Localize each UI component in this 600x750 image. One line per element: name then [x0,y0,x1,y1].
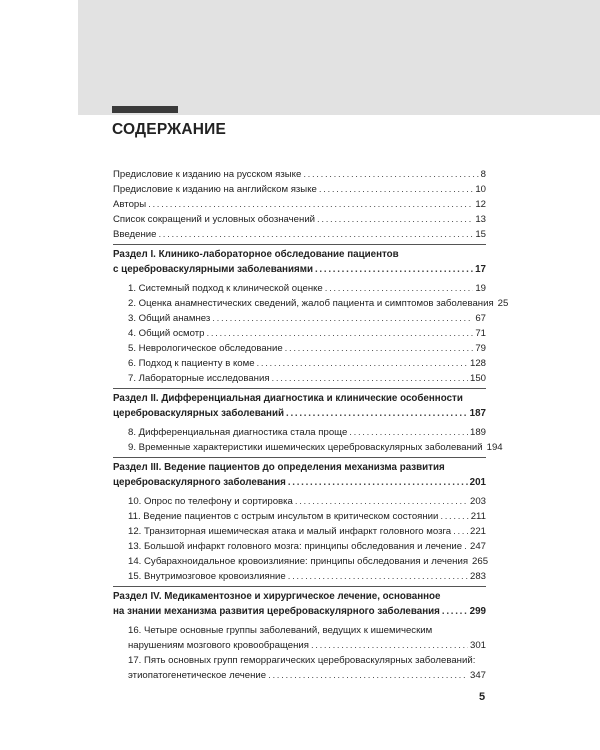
toc-entry-chapter-9[interactable] [113,440,503,455]
toc-entry-chapter-7[interactable] [113,371,486,386]
section-divider [113,388,486,389]
leader-dots [288,569,468,584]
leader-dots [212,311,473,326]
toc-entry-page: 8 [480,169,486,180]
toc-entry-page: 67 [475,313,486,324]
leader-dots [206,326,473,341]
table-of-contents [113,167,509,683]
toc-entry-chapter-10[interactable] [113,494,486,509]
toc-entry-label: 15. Внутримозговое кровоизлияние [128,571,286,582]
toc-entry-label: Авторы [113,199,147,210]
toc-entry-label: цереброваскулярных заболеваний [113,408,285,419]
leader-dots [311,638,468,653]
section-1-title-line1[interactable]: Раздел I. Клинико-лабораторное обследование пациентов [113,249,399,260]
leader-dots [158,227,473,242]
toc-entry-label: 12. Транзиторная ишемическая атака и малый инфаркт головного мозга [128,526,452,537]
toc-entry-label: 5. Неврологическое обследование [128,343,283,354]
section-divider [113,244,486,245]
leader-dots [453,524,468,539]
toc-entry-page: 15 [475,229,486,240]
toc-entry-abbreviations[interactable] [113,212,486,227]
toc-entry-chapter-4[interactable] [113,326,486,341]
leader-dots [148,197,473,212]
leader-dots [288,475,468,490]
toc-entry-chapter-2[interactable] [113,296,509,311]
toc-entry-label: 11. Ведение пациентов с острым инсультом в критическом состоянии [128,511,439,522]
toc-entry-preface-en[interactable] [113,182,486,197]
toc-entry-page: 299 [469,606,486,617]
section-3-title-line1[interactable]: Раздел III. Ведение пациентов до определения механизма развития [113,462,445,473]
leader-dots [268,668,468,683]
leader-dots [317,212,473,227]
toc-entry-page: 189 [469,427,486,438]
toc-entry-page: 211 [470,511,486,522]
toc-entry-label: 4. Общий осмотр [128,328,205,339]
toc-entry-label: 10. Опрос по телефону и сортировка [128,496,293,507]
toc-entry-chapter-16-line1[interactable]: 16. Четыре основные группы заболеваний, ведущих к ишемическим [128,625,433,636]
leader-dots [303,167,478,182]
leader-dots [442,604,468,619]
toc-entry-label: этиопатогенетическое лечение [128,670,267,681]
section-divider [113,586,486,587]
toc-entry-page: 79 [475,343,486,354]
section-2-title-line1[interactable]: Раздел II. Дифференциальная диагностика и клинические особенности [113,393,463,404]
toc-entry-page: 247 [469,541,486,552]
section-1-title-line2[interactable] [113,262,486,277]
toc-entry-label: 9. Временные характеристики ишемических цереброваскулярных заболеваний [128,442,483,453]
toc-entry-page: 10 [475,184,486,195]
page-title: СОДЕРЖАНИЕ [112,121,227,138]
toc-entry-page: 12 [475,199,486,210]
toc-entry-chapter-5[interactable] [113,341,486,356]
toc-entry-page: 283 [469,571,486,582]
toc-entry-page: 347 [469,670,486,681]
toc-entry-label: 14. Субарахноидальное кровоизлияние: принципы обследования и лечения [128,556,469,567]
toc-entry-page: 201 [469,477,486,488]
section-2-title-line2[interactable] [113,406,486,421]
toc-entry-chapter-8[interactable] [113,425,486,440]
toc-entry-introduction[interactable] [113,227,486,242]
toc-entry-label: 6. Подход к пациенту в коме [128,358,255,369]
toc-entry-page: 71 [475,328,486,339]
toc-entry-page: 17 [475,264,486,275]
toc-entry-label: 8. Дифференциальная диагностика стала проще [128,427,348,438]
header-band [78,0,600,115]
toc-entry-preface-ru[interactable] [113,167,486,182]
toc-entry-page: 187 [469,408,486,419]
toc-entry-label: 2. Оценка анамнестических сведений, жалоб пациента и симптомов заболевания [128,298,494,309]
title-accent-bar [112,106,178,113]
leader-dots [257,356,468,371]
toc-entry-chapter-6[interactable] [113,356,486,371]
toc-entry-label: Предисловие к изданию на русском языке [113,169,302,180]
leader-dots [319,182,473,197]
toc-entry-chapter-17-line1[interactable]: 17. Пять основных групп геморрагических цереброваскулярных заболеваний: [128,655,476,666]
leader-dots [349,425,468,440]
toc-entry-page: 221 [469,526,486,537]
toc-entry-label: Список сокращений и условных обозначений [113,214,316,225]
toc-entry-chapter-3[interactable] [113,311,486,326]
section-4-title-line1[interactable]: Раздел IV. Медикаментозное и хирургическое лечение, основанное [113,591,441,602]
leader-dots [325,281,474,296]
leader-dots [272,371,468,386]
toc-entry-label: с цереброваскулярными заболеваниями [113,264,313,275]
toc-entry-chapter-11[interactable] [113,509,486,524]
toc-entry-page: 301 [469,640,486,651]
toc-entry-page: 150 [469,373,486,384]
section-4-title-line2[interactable] [113,604,486,619]
toc-entry-chapter-14[interactable] [113,554,489,569]
page-number: 5 [479,691,486,703]
leader-dots [295,494,468,509]
leader-dots [464,539,468,554]
section-divider [113,457,486,458]
toc-entry-page: 13 [475,214,486,225]
toc-entry-chapter-13[interactable] [113,539,486,554]
toc-entry-label: Предисловие к изданию на английском языке [113,184,317,195]
leader-dots [440,509,468,524]
toc-entry-page: 25 [497,298,509,309]
toc-entry-chapter-16-line2[interactable] [113,638,486,653]
toc-entry-label: 1. Системный подход к клинической оценке [128,283,323,294]
toc-entry-page: 265 [472,556,489,567]
toc-entry-chapter-1[interactable] [113,281,486,296]
toc-entry-authors[interactable] [113,197,486,212]
toc-entry-label: Введение [113,229,157,240]
leader-dots [286,406,468,421]
toc-entry-page: 203 [469,496,486,507]
toc-entry-label: на знании механизма развития цереброваскулярного заболевания [113,606,440,617]
leader-dots [315,262,473,277]
toc-entry-page: 19 [475,283,486,294]
toc-entry-chapter-17-line2[interactable] [113,668,486,683]
toc-entry-page: 194 [486,442,503,453]
section-3-title-line2[interactable] [113,475,486,490]
toc-entry-chapter-15[interactable] [113,569,486,584]
toc-entry-label: 7. Лабораторные исследования [128,373,270,384]
leader-dots [285,341,474,356]
toc-entry-page: 128 [469,358,486,369]
toc-entry-chapter-12[interactable] [113,524,486,539]
toc-entry-label: 13. Большой инфаркт головного мозга: принципы обследования и лечение [128,541,463,552]
toc-entry-label: 3. Общий анамнез [128,313,211,324]
toc-entry-label: цереброваскулярного заболевания [113,477,286,488]
toc-entry-label: нарушениям мозгового кровообращения [128,640,309,651]
